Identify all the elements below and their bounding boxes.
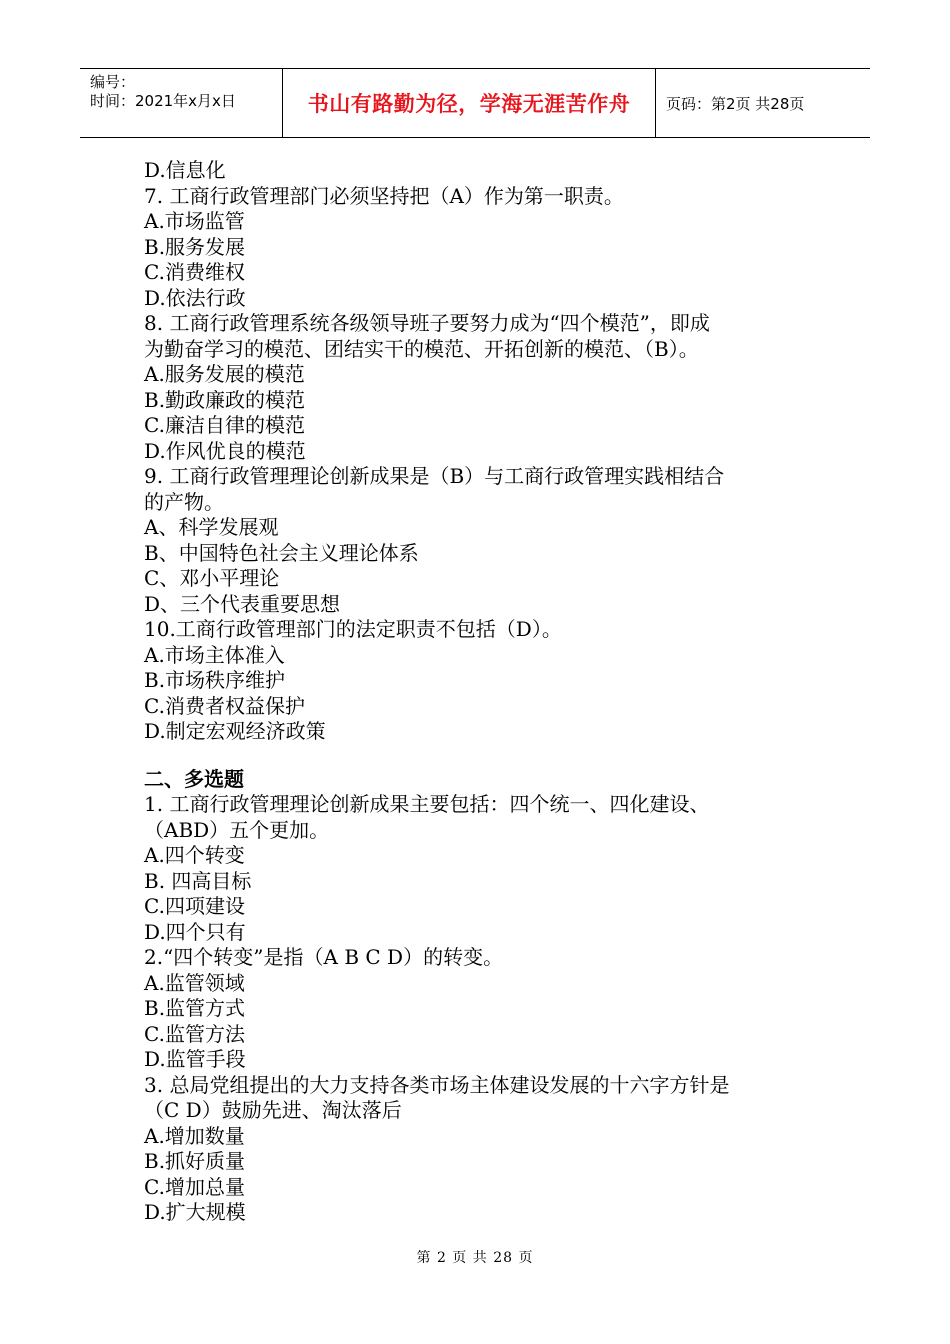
text-line: B.抓好质量 xyxy=(144,1149,246,1173)
text-line: D.作风优良的模范 xyxy=(144,438,306,463)
number-label: 编号： xyxy=(90,73,136,91)
text-line: B.监管方式 xyxy=(144,996,246,1020)
text-line: C.增加总量 xyxy=(144,1174,245,1199)
text-line: A.增加数量 xyxy=(144,1123,245,1148)
text-line: （ABD）五个更加。 xyxy=(144,817,330,842)
text-line: 8. 工商行政管理系统各级领导班子要努力成为“四个模范”，即成 xyxy=(144,311,710,335)
text-line: B、中国特色社会主义理论体系 xyxy=(144,540,419,565)
text-line: D.扩大规模 xyxy=(144,1200,246,1224)
text-line: C.监管方法 xyxy=(144,1021,245,1046)
text-line: 9. 工商行政管理理论创新成果是（B）与工商行政管理实践相结合 xyxy=(144,464,725,488)
document-header xyxy=(80,68,870,138)
text-line: A.四个转变 xyxy=(144,843,245,867)
text-line: C.消费者权益保护 xyxy=(144,693,305,718)
text-line: D.依法行政 xyxy=(144,285,246,310)
text-line: C.廉洁自律的模范 xyxy=(144,413,305,437)
text-line: 3. 总局党组提出的大力支持各类市场主体建设发展的十六字方针是 xyxy=(144,1072,730,1097)
single-choice-block xyxy=(144,158,820,745)
section-gap xyxy=(144,745,820,767)
text-line: 为勤奋学习的模范、团结实干的模范、开拓创新的模范、（B）。 xyxy=(144,336,699,361)
time-label: 时间：2021年x月x日 xyxy=(90,92,236,110)
page-footer: 第 2 页 共 28 页 xyxy=(416,1250,534,1266)
header-meta xyxy=(80,69,283,137)
section-title: 二、多选题 xyxy=(144,766,244,791)
text-line: 1. 工商行政管理理论创新成果主要包括：四个统一、四化建设、 xyxy=(144,792,710,816)
text-line: A.服务发展的模范 xyxy=(144,362,305,386)
text-line: （C D）鼓励先进、淘汰落后 xyxy=(144,1098,402,1122)
text-line: D.监管手段 xyxy=(144,1047,246,1071)
header-motto-cell xyxy=(283,69,656,137)
text-line: D.信息化 xyxy=(144,158,226,182)
text-line: 2.“四个转变”是指（A B C D）的转变。 xyxy=(144,945,504,969)
text-line: B.服务发展 xyxy=(144,234,246,259)
text-line: C.消费维权 xyxy=(144,260,245,284)
text-line: 7. 工商行政管理部门必须坚持把（A）作为第一职责。 xyxy=(144,183,624,208)
header-motto: 书山有路勤为径，学海无涯苦作舟 xyxy=(307,92,631,116)
text-line: 10.工商行政管理部门的法定职责不包括（D）。 xyxy=(144,617,562,641)
text-line: A、科学发展观 xyxy=(144,515,279,539)
text-line: 的产物。 xyxy=(144,489,224,514)
text-line: C.四项建设 xyxy=(144,894,245,918)
header-page-cell xyxy=(656,69,870,137)
text-line: C、邓小平理论 xyxy=(144,566,280,590)
text-line: D.制定宏观经济政策 xyxy=(144,719,326,743)
text-line: D.四个只有 xyxy=(144,919,246,944)
text-line: B.勤政廉政的模范 xyxy=(144,387,306,412)
text-line: B.市场秩序维护 xyxy=(144,668,286,692)
text-line: B. 四高目标 xyxy=(144,868,252,893)
document-body xyxy=(144,158,820,1226)
text-line: D、三个代表重要思想 xyxy=(144,591,341,616)
multi-choice-block xyxy=(144,792,820,1226)
text-line: A.监管领域 xyxy=(144,970,245,995)
header-page-info: 页码：第2页 共28页 xyxy=(666,94,805,113)
text-line: A.市场监管 xyxy=(144,209,245,233)
text-line: A.市场主体准入 xyxy=(144,642,285,667)
